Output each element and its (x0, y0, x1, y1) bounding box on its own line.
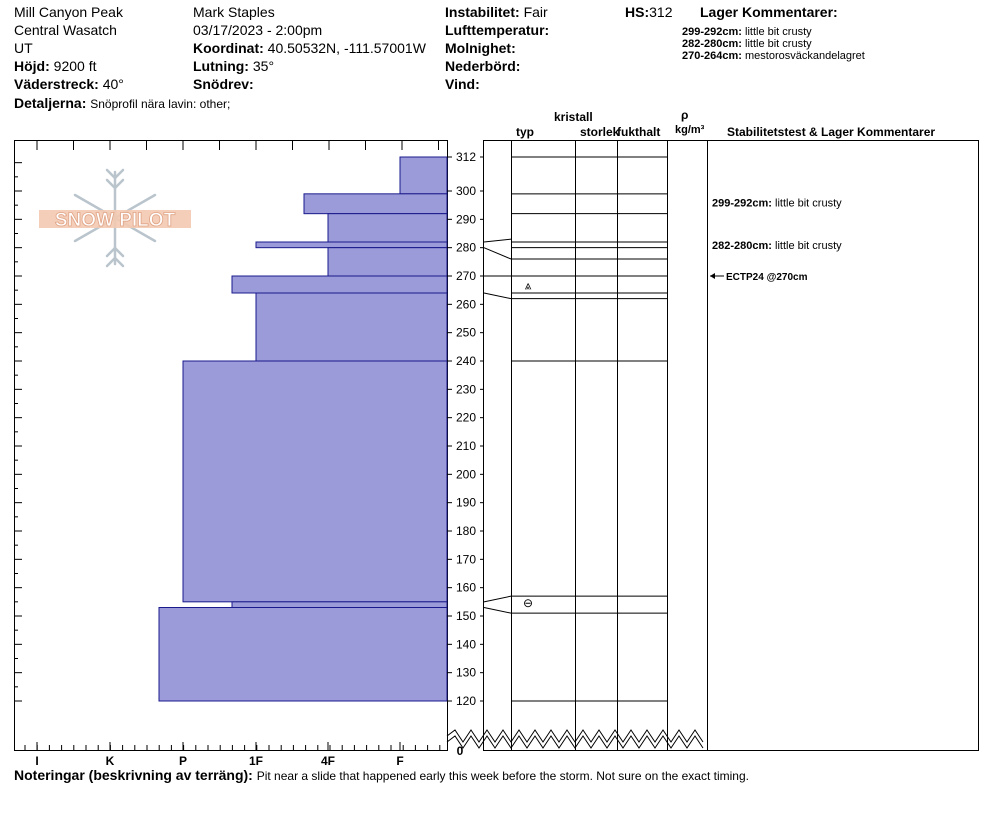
crystal-symbols (523, 279, 533, 610)
hardness-tick-label: K (105, 754, 115, 768)
slope-label: Lutning: (193, 58, 249, 74)
details-value: Snöprofil nära lavin: other; (90, 97, 231, 111)
notes-text: Pit near a slide that happened early this week before the storm. Not sure on the exact timing. (256, 769, 749, 783)
logo-text: SNOW PILOT (54, 210, 176, 231)
aspect-label: Väderstreck: (14, 76, 99, 92)
layer-comments-title: Lager Kommentarer: (700, 4, 838, 20)
height-tick-label: 210 (455, 439, 477, 453)
height-tick-label: 130 (455, 665, 477, 680)
hs-value: 312 (649, 4, 673, 20)
height-tick-label: 220 (455, 410, 477, 425)
snow-pilot-logo (39, 170, 191, 266)
stability-comment: 299-292cm: little bit crusty (712, 197, 842, 210)
airtemp-label: Lufttemperatur: (445, 22, 550, 38)
height-tick-label: 140 (455, 637, 477, 652)
layer-comment-range: 282-280cm: (682, 38, 742, 50)
hardness-tick-label: P (178, 754, 188, 768)
height-tick-label: 240 (455, 354, 477, 368)
stability-comment: 282-280cm: little bit crusty (712, 239, 842, 252)
layer-comment-text: little bit crusty (745, 26, 812, 38)
range-name: Central Wasatch (14, 22, 117, 38)
drift-label: Snödrev: (193, 76, 254, 92)
stability-value: Fair (523, 4, 548, 20)
hardness-bar-4 (328, 248, 447, 276)
hardness-bar-3 (256, 242, 447, 248)
precip-label: Nederbörd: (445, 58, 521, 74)
type-header: typ (516, 125, 534, 139)
hardness-bar-2 (328, 214, 447, 242)
rho-header: ρ (681, 108, 689, 122)
hardness-tick-label: 4F (320, 754, 336, 768)
hardness-bar-5 (232, 276, 447, 293)
hardness-tick-label: 1F (248, 754, 264, 768)
density-unit-header: kg/m³ (675, 124, 705, 136)
coord-value: 40.50532N, -111.57001W (267, 40, 426, 56)
stability-label: Instabilitet: (445, 4, 520, 20)
details-label: Detaljerna: (14, 95, 87, 111)
hardness-bar-7 (183, 361, 447, 602)
crystal-grid (447, 140, 708, 751)
sky-label: Molnighet: (445, 40, 516, 56)
aspect-value: 40° (102, 76, 124, 92)
height-tick-label: 190 (455, 495, 477, 510)
observer-name: Mark Staples (193, 4, 275, 20)
wind-label: Vind: (445, 76, 480, 92)
layer-comment-range: 270-264cm: (682, 50, 742, 62)
height-tick-label: 150 (455, 609, 477, 623)
hardness-tick-label: F (396, 754, 404, 768)
state-name: UT (14, 40, 33, 56)
layer-comment-range: 299-292cm: (682, 26, 742, 38)
height-tick-label: 280 (455, 240, 477, 255)
stability-header: Stabilitetstest & Lager Kommentarer (727, 125, 936, 139)
terrain-notes (14, 767, 749, 783)
height-tick-label: 180 (455, 524, 477, 538)
left-axis-ticks (14, 163, 22, 701)
height-tick-label: 230 (455, 382, 477, 397)
size-header: storlek (580, 125, 620, 139)
height-tick-label: 120 (455, 694, 477, 708)
location-name: Mill Canyon Peak (14, 4, 123, 20)
faceted-rounded-icon: ⩓ (524, 278, 532, 293)
height-tick-label: 300 (455, 184, 477, 198)
slope-value: 35° (252, 58, 275, 74)
layer-comment-text: mestorosväckandelagret (745, 50, 865, 62)
height-tick-label: 250 (455, 325, 477, 340)
height-tick-label: 312 (455, 150, 477, 164)
hardness-bar-8 (232, 602, 447, 608)
height-tick-label: 270 (455, 269, 477, 283)
height-tick-label: 290 (455, 212, 477, 227)
hardness-bar-9 (159, 608, 447, 702)
melt-form-icon: ⊖ (522, 595, 534, 610)
stability-test-label: ECTP24 @270cm (726, 272, 808, 283)
hardness-bar-1 (304, 194, 447, 214)
stability-panel (708, 141, 979, 751)
elevation-value: 9200 ft (53, 58, 97, 74)
crystal-header: kristall (554, 110, 593, 124)
hardness-bars (159, 157, 447, 701)
height-tick-label: 160 (455, 580, 477, 595)
hardness-bar-6 (256, 293, 447, 361)
stability-comments (710, 197, 842, 283)
height-tick-label: 260 (455, 297, 477, 312)
moisture-header: fukthalt (617, 125, 661, 139)
hs-label: HS: (625, 4, 650, 20)
elevation-label: Höjd: (14, 58, 50, 74)
notes-label: Noteringar (beskrivning av terräng): (14, 767, 253, 783)
height-tick-label: 200 (455, 467, 477, 482)
height-axis (447, 150, 484, 758)
observation-datetime: 03/17/2023 - 2:00pm (193, 22, 323, 38)
hardness-bar-0 (400, 157, 447, 194)
coord-label: Koordinat: (193, 40, 264, 56)
layer-comment-text: little bit crusty (745, 38, 812, 50)
zero-label: 0 (456, 744, 464, 758)
hardness-tick-label: I (35, 754, 39, 768)
height-tick-label: 170 (455, 552, 477, 567)
